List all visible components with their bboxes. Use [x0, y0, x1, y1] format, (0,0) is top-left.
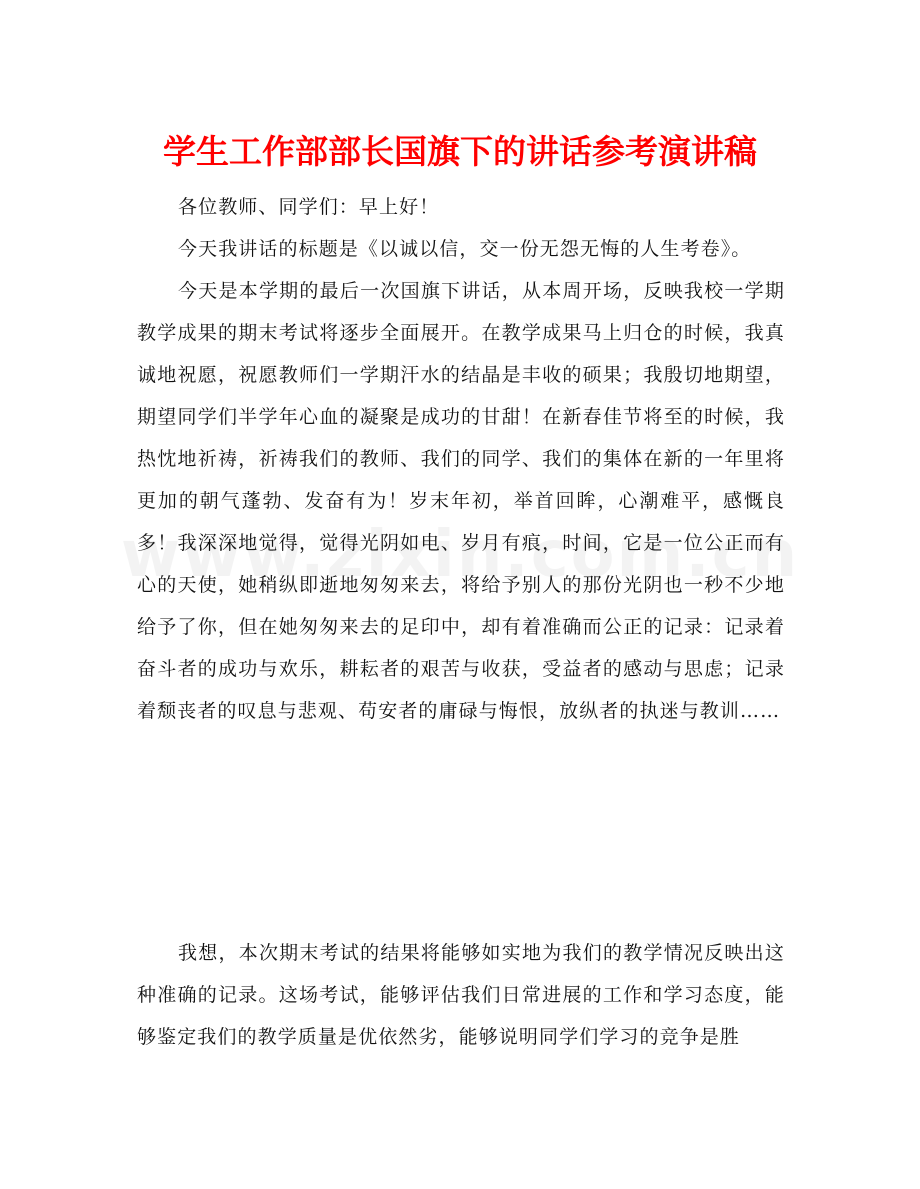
document-title: 学生工作部部长国旗下的讲话参考演讲稿 [163, 132, 757, 171]
main-paragraph: 今天是本学期的最后一次国旗下讲话，从本周开场，反映我校一学期教学成果的期末考试将逐步全面展开。在教学成果马上归仓的时候，我真诚地祝愿，祝愿教师们一学期汗水的结晶是丰收的硕果；我殷切地期望，期望同学们半学年心血的凝聚是成功的甘甜！在新春佳节将至的时候，我热忱地祈祷，祈祷我们的教师、我们的同学、我们的集体在新的一年里将更加的朝气蓬勃、发奋有为！岁末年初，举首回眸，心潮难平，感慨良多！我深深地觉得，觉得光阴如电、岁月有痕，时间，它是一位公正而有心的天使，她稍纵即逝地匆匆来去，将给予别人的那份光阴也一秒不少地给予了你，但在她匆匆来去的足印中，却有着准确而公正的记录：记录着奋斗者的成功与欢乐，耕耘者的艰苦与收获，受益者的感动与思虑；记录着颓丧者的叹息与悲观、苟安者的庸碌与悔恨，放纵者的执迷与教训…… [137, 280, 785, 722]
greeting-paragraph: 各位教师、同学们：早上好！ [178, 196, 440, 218]
document-body-bottom [137, 932, 785, 1058]
document-body-top [137, 186, 785, 732]
topic-paragraph: 今天我讲话的标题是《以诚以信，交一份无怨无悔的人生考卷》。 [178, 238, 752, 260]
exam-paragraph: 我想，本次期末考试的结果将能够如实地为我们的教学情况反映出这种准确的记录。这场考试，能够评估我们日常进展的工作和学习态度，能够鉴定我们的教学质量是优依然劣，能够说明同学们学习的竞争是胜 [137, 942, 785, 1048]
